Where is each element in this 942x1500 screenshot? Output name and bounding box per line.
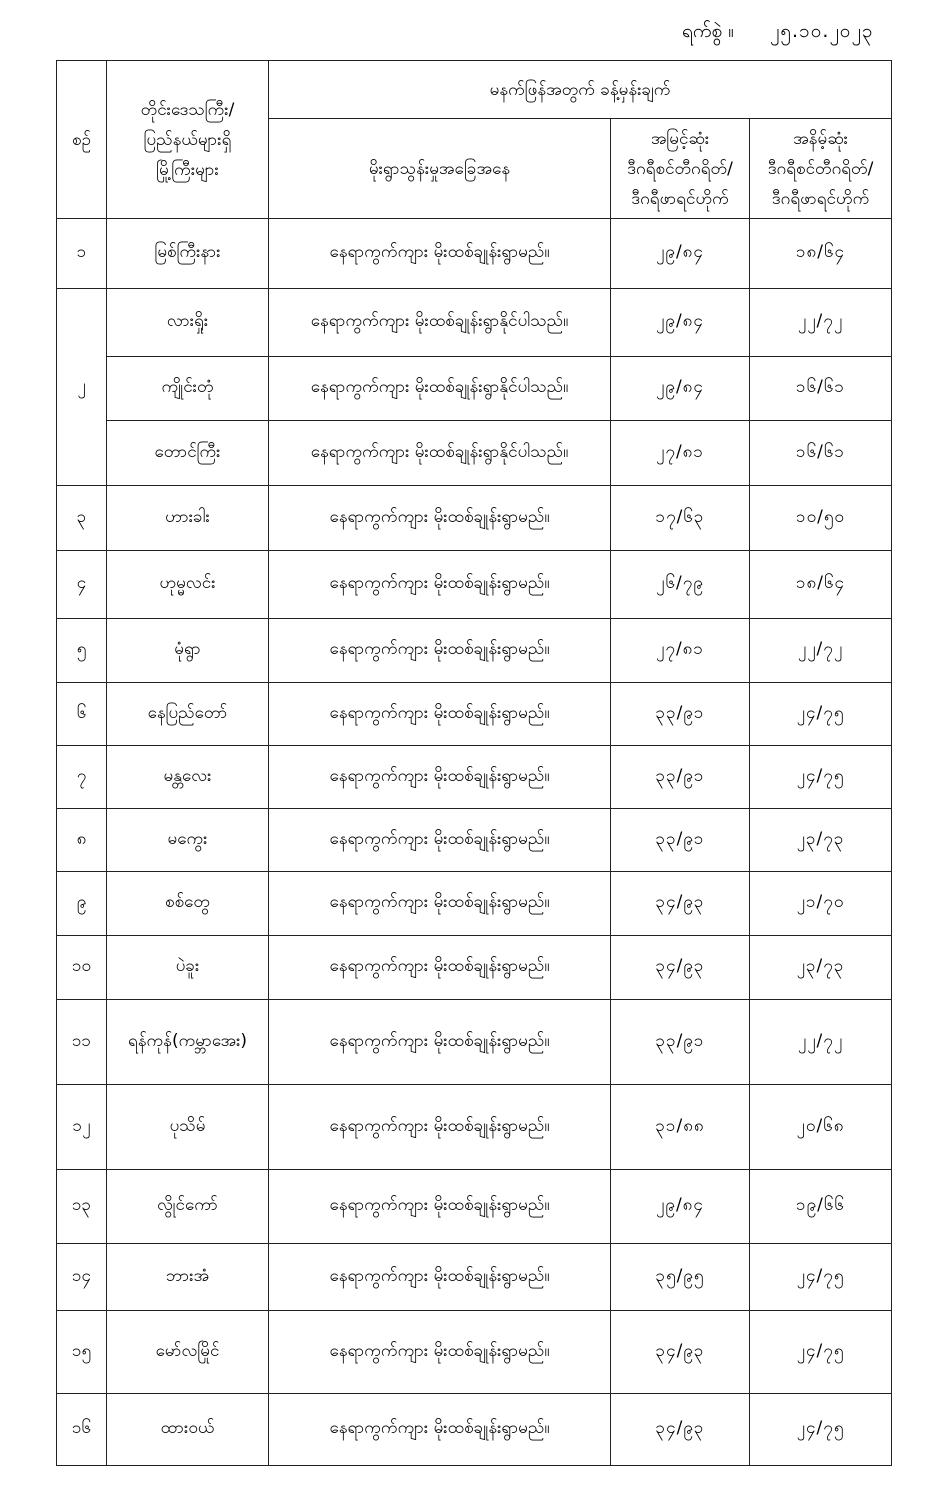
min-temp-cell: ၂၃/၇၃ <box>750 809 892 872</box>
max-temp-cell: ၂၉/၈၄ <box>611 219 750 289</box>
table-row <box>57 1244 892 1311</box>
city-cell: ပဲခူး <box>107 936 269 1000</box>
header-region-line3: မြို့ကြီးများ <box>156 159 219 180</box>
header-region <box>107 61 269 219</box>
forecast-table <box>56 60 892 1466</box>
city-cell: မကွေး <box>107 809 269 872</box>
header-min-line1: အနိမ့်ဆုံး <box>793 128 848 149</box>
serial-cell: ၁၆ <box>57 1394 107 1466</box>
header-serial <box>57 61 107 219</box>
city-cell: ရန်ကုန်(ကမ္ဘာအေး) <box>107 1000 269 1085</box>
table-row <box>57 872 892 936</box>
city-cell: မော်လမြိုင် <box>107 1311 269 1394</box>
serial-cell: ၁၃ <box>57 1170 107 1244</box>
max-temp-cell: ၃၄/၉၃ <box>611 1394 750 1466</box>
table-row <box>57 619 892 683</box>
header-region-line2: ပြည်နယ်များရှိ <box>143 129 232 150</box>
city-cell: ပုသိမ် <box>107 1085 269 1170</box>
serial-cell: ၈ <box>57 809 107 872</box>
city-cell: ဟုမ္မလင်း <box>107 551 269 619</box>
serial-cell: ၅ <box>57 619 107 683</box>
table-row <box>57 1085 892 1170</box>
date-label: ရက်စွဲ ။ <box>682 20 734 42</box>
condition-cell: နေရာကွက်ကျား မိုးထစ်ချုန်းရွာမည်။ <box>269 746 611 809</box>
condition-cell: နေရာကွက်ကျား မိုးထစ်ချုန်းရွာမည်။ <box>269 1000 611 1085</box>
max-temp-cell: ၃၃/၉၁ <box>611 809 750 872</box>
serial-cell: ၇ <box>57 746 107 809</box>
min-temp-cell: ၂၀/၆၈ <box>750 1085 892 1170</box>
max-temp-cell: ၂၆/၇၉ <box>611 551 750 619</box>
condition-cell: နေရာကွက်ကျား မိုးထစ်ချုန်းရွာမည်။ <box>269 1170 611 1244</box>
city-cell: လွိုင်ကော် <box>107 1170 269 1244</box>
min-temp-cell: ၂၃/၇၃ <box>750 936 892 1000</box>
header-max-temp <box>611 119 750 219</box>
header-max-line2: ဒီဂရီစင်တီဂရိတ်/ <box>627 158 733 179</box>
city-cell: ထားဝယ် <box>107 1394 269 1466</box>
table-row <box>57 219 892 289</box>
condition-cell: နေရာကွက်ကျား မိုးထစ်ချုန်းရွာမည်။ <box>269 219 611 289</box>
serial-cell: ၁၅ <box>57 1311 107 1394</box>
serial-cell: ၃ <box>57 486 107 551</box>
condition-cell: နေရာကွက်ကျား မိုးထစ်ချုန်းရွာနိုင်ပါသည်။ <box>269 357 611 421</box>
condition-cell: နေရာကွက်ကျား မိုးထစ်ချုန်းရွာမည်။ <box>269 619 611 683</box>
table-row <box>57 1170 892 1244</box>
city-cell: မြစ်ကြီးနား <box>107 219 269 289</box>
condition-cell: နေရာကွက်ကျား မိုးထစ်ချုန်းရွာမည်။ <box>269 1085 611 1170</box>
min-temp-cell: ၁၆/၆၁ <box>750 421 892 486</box>
serial-cell: ၁၁ <box>57 1000 107 1085</box>
table-row <box>57 746 892 809</box>
condition-cell: နေရာကွက်ကျား မိုးထစ်ချုန်းရွာမည်။ <box>269 1244 611 1311</box>
city-cell: တောင်ကြီး <box>107 421 269 486</box>
condition-cell: နေရာကွက်ကျား မိုးထစ်ချုန်းရွာမည်။ <box>269 683 611 746</box>
condition-cell: နေရာကွက်ကျား မိုးထစ်ချုန်းရွာမည်။ <box>269 872 611 936</box>
max-temp-cell: ၃၅/၉၅ <box>611 1244 750 1311</box>
min-temp-cell: ၁၆/၆၁ <box>750 357 892 421</box>
max-temp-cell: ၃၄/၉၃ <box>611 872 750 936</box>
date-line <box>600 10 900 50</box>
city-cell: နေပြည်တော် <box>107 683 269 746</box>
table-row <box>57 936 892 1000</box>
condition-cell: နေရာကွက်ကျား မိုးထစ်ချုန်းရွာမည်။ <box>269 551 611 619</box>
min-temp-cell: ၂၄/၇၅ <box>750 746 892 809</box>
header-min-line2: ဒီဂရီစင်တီဂရိတ်/ <box>767 158 874 179</box>
max-temp-cell: ၃၄/၉၃ <box>611 1311 750 1394</box>
condition-cell: နေရာကွက်ကျား မိုးထစ်ချုန်းရွာနိုင်ပါသည်။ <box>269 421 611 486</box>
city-cell: ဟားခါး <box>107 486 269 551</box>
city-cell: မန္တလေး <box>107 746 269 809</box>
header-rain-text: မိုးရွာသွန်းမှုအခြေအနေ <box>368 158 511 179</box>
max-temp-cell: ၂၇/၈၁ <box>611 619 750 683</box>
min-temp-cell: ၂၄/၇၅ <box>750 683 892 746</box>
table-row <box>57 809 892 872</box>
table-row <box>57 683 892 746</box>
max-temp-cell: ၂၉/၈၄ <box>611 289 750 357</box>
table-row <box>57 1000 892 1085</box>
condition-cell: နေရာကွက်ကျား မိုးထစ်ချုန်းရွာမည်။ <box>269 486 611 551</box>
header-min-temp <box>750 119 892 219</box>
header-forecast-group <box>269 61 892 119</box>
min-temp-cell: ၂၄/၇၅ <box>750 1394 892 1466</box>
condition-cell: နေရာကွက်ကျား မိုးထစ်ချုန်းရွာနိုင်ပါသည်။ <box>269 289 611 357</box>
max-temp-cell: ၃၃/၉၁ <box>611 1000 750 1085</box>
header-forecast-text: မနက်ဖြန်အတွက် ခန့်မှန်းချက် <box>489 79 671 100</box>
serial-cell: ၁၀ <box>57 936 107 1000</box>
city-cell: လားရှိုး <box>107 289 269 357</box>
header-serial-text: စဉ် <box>72 129 91 150</box>
table-row <box>57 1394 892 1466</box>
serial-cell: ၉ <box>57 872 107 936</box>
date-value: ၂၅.၁၀.၂၀၂၃ <box>770 20 874 42</box>
max-temp-cell: ၃၃/၉၁ <box>611 683 750 746</box>
max-temp-cell: ၃၃/၉၁ <box>611 746 750 809</box>
min-temp-cell: ၂၂/၇၂ <box>750 619 892 683</box>
min-temp-cell: ၂၄/၇၅ <box>750 1311 892 1394</box>
header-max-line1: အမြင့်ဆုံး <box>650 128 710 149</box>
max-temp-cell: ၁၇/၆၃ <box>611 486 750 551</box>
city-cell: မုံရွာ <box>107 619 269 683</box>
city-cell: ဘားအံ <box>107 1244 269 1311</box>
serial-cell: ၂ <box>57 289 107 486</box>
min-temp-cell: ၂၂/၇၂ <box>750 289 892 357</box>
condition-cell: နေရာကွက်ကျား မိုးထစ်ချုန်းရွာမည်။ <box>269 1311 611 1394</box>
min-temp-cell: ၁၀/၅၀ <box>750 486 892 551</box>
header-rain-condition <box>269 119 611 219</box>
max-temp-cell: ၂၉/၈၄ <box>611 1170 750 1244</box>
city-cell: စစ်တွေ <box>107 872 269 936</box>
max-temp-cell: ၂၉/၈၄ <box>611 357 750 421</box>
serial-cell: ၁ <box>57 219 107 289</box>
table-row <box>57 289 892 357</box>
min-temp-cell: ၂၂/၇၂ <box>750 1000 892 1085</box>
table-row <box>57 486 892 551</box>
table-row <box>57 421 892 486</box>
min-temp-cell: ၂၄/၇၅ <box>750 1244 892 1311</box>
city-cell: ကျိုင်းတုံ <box>107 357 269 421</box>
serial-cell: ၄ <box>57 551 107 619</box>
table-row <box>57 551 892 619</box>
serial-cell: ၁၂ <box>57 1085 107 1170</box>
header-min-line3: ဒီဂရီဖာရင်ဟိုက် <box>771 188 870 209</box>
serial-cell: ၆ <box>57 683 107 746</box>
serial-cell: ၁၄ <box>57 1244 107 1311</box>
condition-cell: နေရာကွက်ကျား မိုးထစ်ချုန်းရွာမည်။ <box>269 936 611 1000</box>
max-temp-cell: ၂၇/၈၁ <box>611 421 750 486</box>
header-max-line3: ဒီဂရီဖာရင်ဟိုက် <box>631 188 729 209</box>
max-temp-cell: ၃၁/၈၈ <box>611 1085 750 1170</box>
table-row <box>57 357 892 421</box>
min-temp-cell: ၂၁/၇၀ <box>750 872 892 936</box>
min-temp-cell: ၁၈/၆၄ <box>750 219 892 289</box>
condition-cell: နေရာကွက်ကျား မိုးထစ်ချုန်းရွာမည်။ <box>269 809 611 872</box>
header-region-line1: တိုင်းဒေသကြီး/ <box>140 99 235 120</box>
min-temp-cell: ၁၈/၆၄ <box>750 551 892 619</box>
min-temp-cell: ၁၉/၆၆ <box>750 1170 892 1244</box>
table-row <box>57 1311 892 1394</box>
max-temp-cell: ၃၄/၉၃ <box>611 936 750 1000</box>
condition-cell: နေရာကွက်ကျား မိုးထစ်ချုန်းရွာမည်။ <box>269 1394 611 1466</box>
